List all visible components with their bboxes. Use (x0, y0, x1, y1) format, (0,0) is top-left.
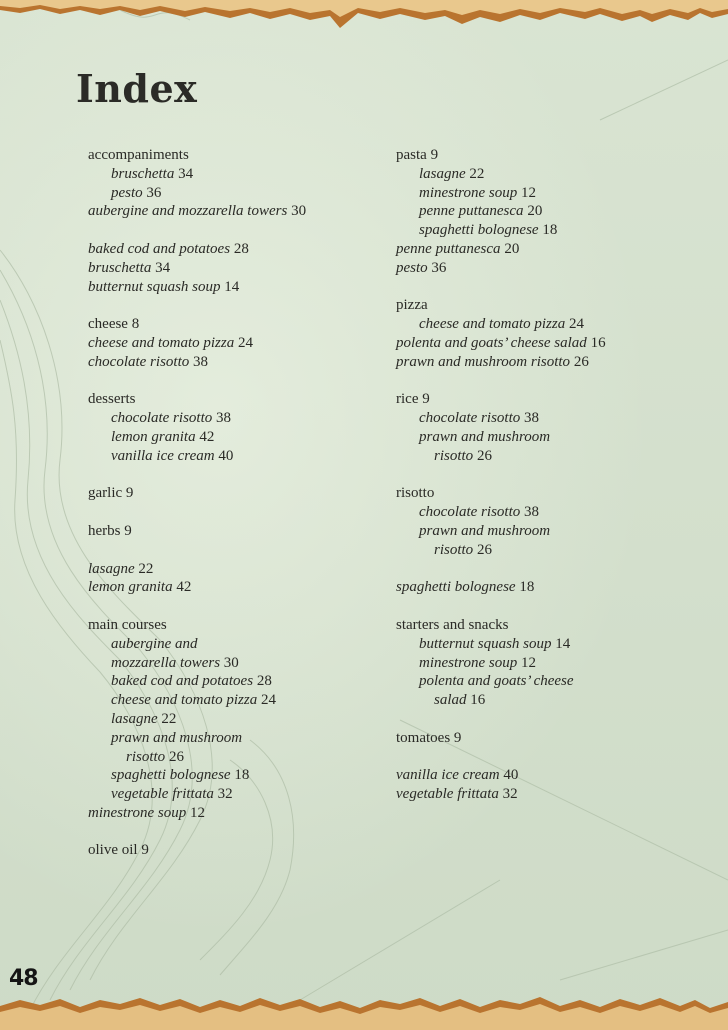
index-term: lasagne (111, 710, 158, 727)
index-page-ref: 18 (519, 579, 535, 596)
index-entry (88, 691, 358, 710)
index-entry (396, 221, 696, 240)
index-entry (88, 616, 358, 635)
index-page-ref: 32 (502, 786, 518, 803)
index-term: herbs (88, 522, 121, 539)
index-entry (396, 165, 696, 184)
index-entry (88, 447, 358, 466)
torn-paper-top-edge (0, 0, 728, 40)
index-term: garlic (88, 485, 123, 502)
index-term: baked cod and potatoes (88, 240, 231, 257)
index-entry (88, 165, 358, 184)
index-page-ref: 34 (155, 259, 171, 276)
index-group (88, 146, 358, 221)
index-entry (88, 259, 358, 278)
index-entry (396, 691, 696, 710)
index-entry (88, 240, 358, 259)
index-entry (396, 578, 696, 597)
index-page-ref: 16 (590, 334, 606, 351)
index-page-ref: 24 (260, 692, 276, 709)
index-group (396, 729, 696, 748)
index-term: risotto (126, 748, 166, 765)
index-term: cheese and tomato pizza (419, 316, 566, 333)
index-term: pesto (396, 259, 428, 276)
index-entry (88, 748, 358, 767)
index-term: rice (396, 391, 419, 408)
index-page-ref: 30 (291, 203, 307, 220)
index-page-ref: 38 (524, 410, 539, 427)
index-term: chocolate risotto (419, 410, 521, 427)
index-entry (88, 484, 358, 503)
index-entry (396, 729, 696, 748)
index-group (396, 146, 696, 278)
index-page-ref: 14 (224, 278, 240, 295)
index-page-ref: 24 (237, 334, 253, 351)
index-term: minestrone soup (419, 184, 518, 201)
index-term: chocolate risotto (111, 410, 213, 427)
index-term: lemon granita (111, 428, 196, 445)
index-group (88, 522, 358, 541)
index-term: bruschetta (88, 259, 152, 276)
index-entry (396, 390, 696, 409)
index-entry (88, 315, 358, 334)
index-page-ref: 22 (138, 560, 154, 577)
index-entry (396, 541, 696, 560)
index-entry (396, 484, 696, 503)
index-entry (396, 259, 696, 278)
index-page-ref: 34 (178, 165, 194, 182)
index-entry (396, 353, 696, 372)
index-entry (88, 578, 358, 597)
index-term: cheese (88, 316, 128, 333)
index-entry (88, 560, 358, 579)
index-group (88, 841, 358, 860)
index-term: penne puttanesca (396, 240, 501, 257)
index-term: spaghetti bolognese (396, 579, 516, 596)
index-entry (88, 804, 358, 823)
index-entry (88, 353, 358, 372)
index-term: cheese and tomato pizza (88, 334, 235, 351)
index-term: prawn and mushroom (111, 729, 243, 746)
index-term: risotto (434, 447, 474, 464)
index-term: aubergine and mozzarella towers (88, 203, 288, 220)
index-term: polenta and goats’ cheese salad (396, 334, 587, 351)
index-term: mozzarella towers (111, 654, 221, 671)
index-page-ref: 26 (573, 353, 589, 370)
index-term: minestrone soup (88, 804, 187, 821)
index-entry (88, 729, 358, 748)
index-group (88, 240, 358, 296)
index-page-ref: 38 (193, 353, 208, 370)
index-entry (88, 409, 358, 428)
index-page-ref: 28 (256, 673, 272, 690)
index-term: olive oil (88, 842, 138, 859)
index-page-ref: 9 (124, 522, 132, 539)
index-term: bruschetta (111, 165, 175, 182)
index-column-right (396, 146, 696, 823)
index-page-ref: 42 (176, 579, 192, 596)
index-term: pizza (396, 297, 428, 314)
index-entry (396, 202, 696, 221)
index-term: lemon granita (88, 579, 173, 596)
index-page-ref: 36 (146, 184, 162, 201)
page-number: 48 (9, 966, 38, 991)
index-term: cheese and tomato pizza (111, 692, 258, 709)
index-term: spaghetti bolognese (419, 222, 539, 239)
index-page-ref: 16 (470, 692, 486, 709)
index-page-ref: 30 (223, 654, 239, 671)
index-page-ref: 26 (168, 748, 184, 765)
index-page-ref: 14 (555, 635, 571, 652)
index-entry (396, 654, 696, 673)
index-entry (396, 240, 696, 259)
index-term: lasagne (419, 165, 466, 182)
index-entry (396, 503, 696, 522)
index-page-ref: 20 (504, 240, 520, 257)
index-entry (396, 785, 696, 804)
index-entry (396, 146, 696, 165)
index-group (396, 766, 696, 804)
index-term: accompaniments (88, 147, 189, 163)
index-term: salad (434, 692, 467, 709)
index-entry (88, 202, 358, 221)
index-term: risotto (434, 541, 474, 558)
index-page-ref: 28 (233, 240, 249, 257)
index-page-ref: 9 (422, 391, 430, 408)
index-term: lasagne (88, 560, 135, 577)
index-entry (396, 296, 696, 315)
index-entry (88, 635, 358, 654)
index-term: desserts (88, 391, 136, 408)
index-group (88, 315, 358, 371)
index-entry (396, 334, 696, 353)
index-page-ref: 40 (218, 447, 234, 464)
index-entry (396, 184, 696, 203)
index-term: vanilla ice cream (111, 447, 215, 464)
index-term: prawn and mushroom (419, 428, 551, 445)
index-group (396, 296, 696, 371)
index-term: polenta and goats’ cheese (419, 673, 574, 690)
index-entry (396, 428, 696, 447)
index-entry (88, 278, 358, 297)
index-page-ref: 26 (476, 447, 492, 464)
index-group (396, 616, 696, 710)
index-term: vanilla ice cream (396, 767, 500, 784)
index-entry (88, 390, 358, 409)
index-group (88, 560, 358, 598)
index-page-ref: 9 (125, 485, 134, 502)
index-group (88, 484, 358, 503)
index-page-ref: 12 (520, 184, 536, 201)
index-entry (88, 334, 358, 353)
index-term: penne puttanesca (419, 203, 524, 220)
index-entry (88, 841, 358, 860)
index-page-ref: 8 (131, 316, 140, 333)
index-page-ref: 42 (199, 428, 215, 445)
index-page-ref: 38 (524, 504, 539, 521)
index-group (88, 616, 358, 823)
index-entry (88, 428, 358, 447)
index-page-ref: 12 (189, 804, 205, 821)
index-term: spaghetti bolognese (111, 767, 231, 784)
index-entry (396, 635, 696, 654)
index-entry (88, 710, 358, 729)
index-page-ref: 40 (503, 767, 519, 784)
index-entry (396, 672, 696, 691)
index-entry (396, 409, 696, 428)
index-page-ref: 18 (542, 222, 558, 239)
index-page-ref: 36 (431, 259, 447, 276)
index-column-left (88, 146, 358, 879)
index-term: prawn and mushroom risotto (396, 353, 571, 370)
index-page-ref: 24 (568, 316, 584, 333)
index-term: vegetable frittata (111, 786, 214, 803)
index-term: minestrone soup (419, 654, 518, 671)
index-term: aubergine and (111, 635, 198, 652)
index-page-ref: 18 (234, 767, 250, 784)
index-page-ref: 9 (453, 729, 462, 746)
index-term: pasta (396, 147, 427, 163)
torn-paper-bottom-edge (0, 994, 728, 1030)
index-page-ref: 22 (161, 710, 177, 727)
index-term: vegetable frittata (396, 786, 499, 803)
index-term: pesto (111, 184, 143, 201)
index-term: chocolate risotto (419, 504, 521, 521)
index-entry (88, 785, 358, 804)
index-page-ref: 9 (430, 147, 439, 163)
index-term: prawn and mushroom (419, 522, 551, 539)
page-title: Index (76, 66, 198, 111)
index-entry (396, 447, 696, 466)
index-group (88, 390, 358, 465)
index-entry (396, 315, 696, 334)
index-page-ref: 26 (476, 541, 492, 558)
index-page-ref: 9 (141, 842, 149, 859)
index-entry (88, 184, 358, 203)
index-group (396, 484, 696, 559)
index-term: starters and snacks (396, 616, 509, 633)
index-entry (396, 766, 696, 785)
index-page-ref: 22 (469, 165, 485, 182)
index-entry (88, 146, 358, 165)
index-entry (88, 522, 358, 541)
index-page-ref: 12 (520, 654, 536, 671)
index-entry (88, 766, 358, 785)
index-group (396, 578, 696, 597)
index-entry (396, 616, 696, 635)
index-term: chocolate risotto (88, 353, 190, 370)
index-page-ref: 20 (527, 203, 543, 220)
index-page-ref: 32 (217, 786, 233, 803)
index-term: tomatoes (396, 729, 451, 746)
index-entry (88, 654, 358, 673)
index-term: butternut squash soup (88, 278, 221, 295)
index-entry (88, 672, 358, 691)
index-term: baked cod and potatoes (111, 673, 254, 690)
index-page-ref: 38 (216, 410, 231, 427)
index-term: risotto (396, 485, 435, 502)
index-group (396, 390, 696, 465)
index-term: main courses (88, 616, 167, 633)
index-term: butternut squash soup (419, 635, 552, 652)
index-entry (396, 522, 696, 541)
